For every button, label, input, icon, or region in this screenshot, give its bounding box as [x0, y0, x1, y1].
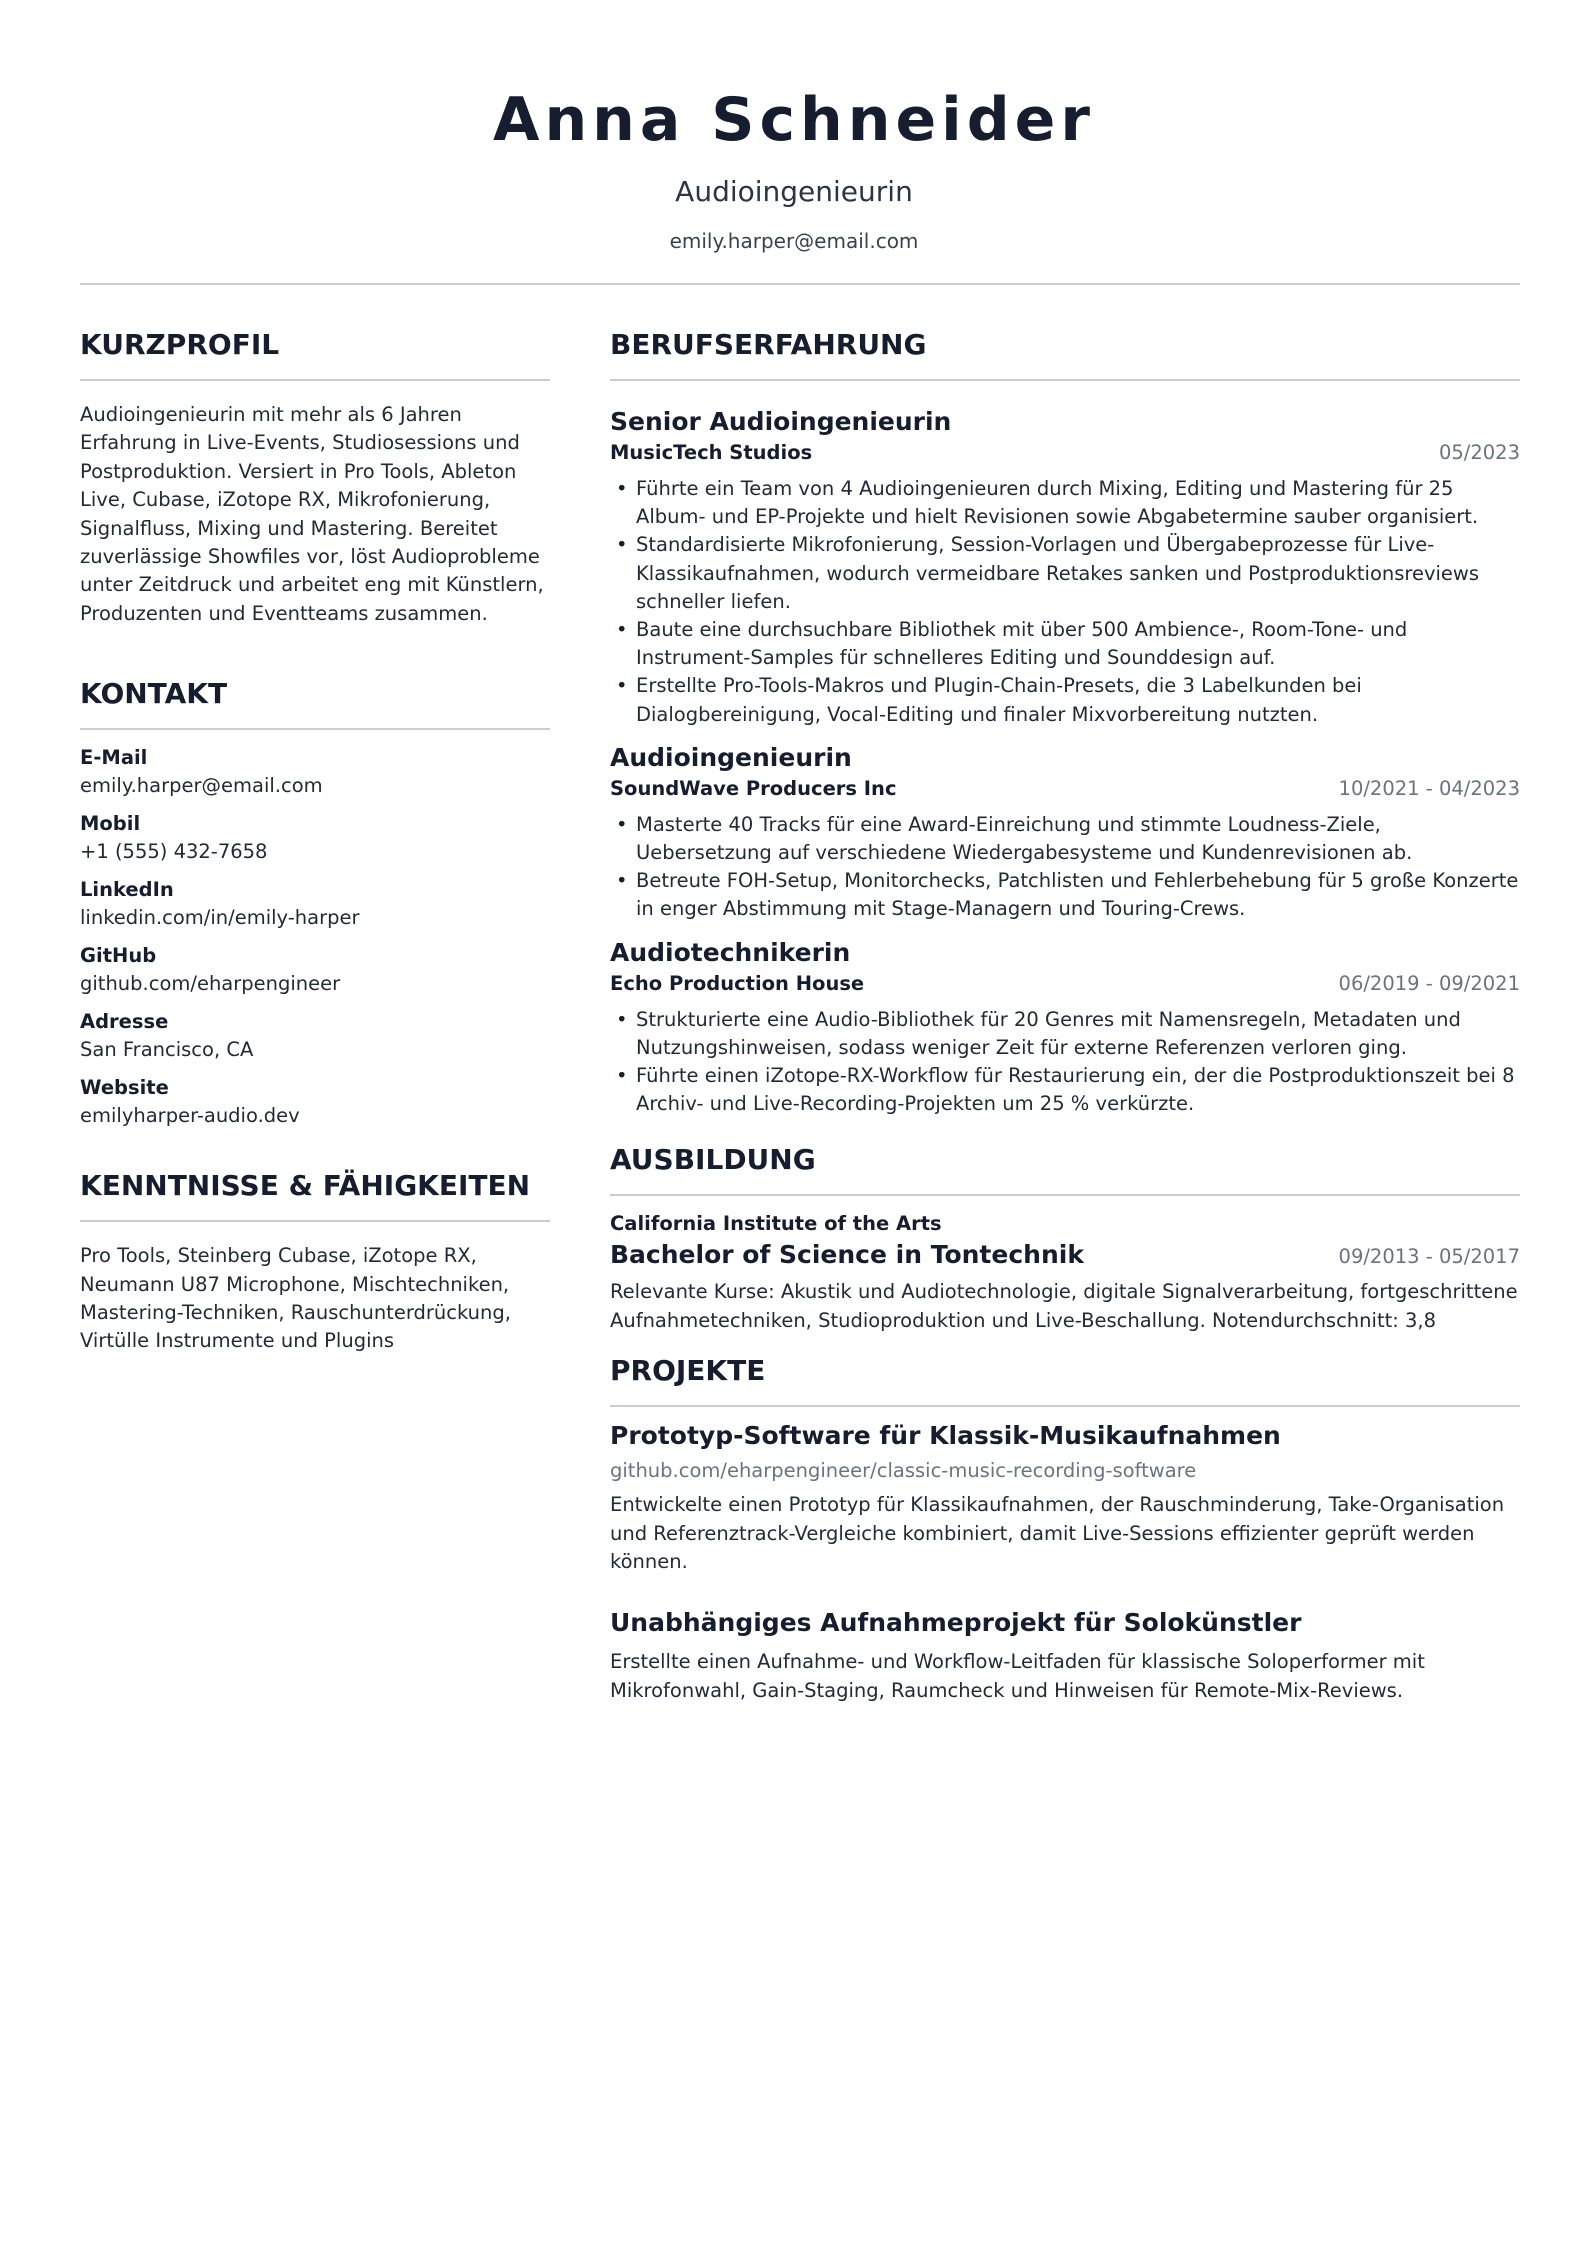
section-title-profile: KURZPROFIL: [80, 325, 550, 381]
job-date: 05/2023: [1438, 441, 1520, 464]
header-divider: [80, 283, 1520, 285]
job-bullets: [610, 811, 1520, 924]
education-details: Relevante Kurse: Akustik und Audiotechnologie, digitale Signalverarbeitung, fortgeschrittene Aufnahmetechniken, Studioproduktion und Live-Beschallung. Notendurchschnitt: 3,8: [610, 1280, 1518, 1332]
profile-section: [80, 325, 550, 628]
header-email[interactable]: emily.harper@email.com: [669, 229, 919, 253]
contact-github[interactable]: github.com/eharpengineer: [80, 972, 341, 996]
job-company: MusicTech Studios: [610, 441, 813, 464]
contact-label: Website: [80, 1076, 169, 1100]
project-link[interactable]: github.com/eharpengineer/classic-music-recording-software: [610, 1459, 1197, 1483]
section-title-experience: BERUFSERFAHRUNG: [610, 325, 1520, 381]
job-bullet: • Führte einen iZotope-RX-Workflow für Restaurierung ein, der die Postproduktionszeit bei 8 Archiv- und Live-Recording-Projekten um 25 % verkürzte.: [610, 1062, 1520, 1118]
projects-section: [610, 1351, 1520, 1705]
section-title-education: AUSBILDUNG: [610, 1140, 1520, 1196]
contact-label: Adresse: [80, 1010, 169, 1034]
left-column: [80, 325, 550, 1356]
job-date: 10/2021 - 04/2023: [1338, 776, 1520, 800]
job-title: Senior Audioingenieurin: [610, 407, 952, 436]
job-bullet: • Baute eine durchsuchbare Bibliothek mit über 500 Ambience-, Room-Tone- und Instrument-Samples für schnelleres Editing und Sounddesign auf.: [610, 616, 1520, 672]
job-entry: [610, 741, 1520, 924]
contact-item: [80, 1074, 550, 1130]
job-bullet: • Standardisierte Mikrofonierung, Session-Vorlagen und Übergabeprozesse für Live-Klassikaufnahmen, wodurch vermeidbare Retakes sanken und Postproduktionsreviews schneller liefen.: [610, 531, 1520, 616]
contact-item: [80, 942, 550, 998]
job-company: Echo Production House: [610, 971, 865, 995]
education-date: 09/2013 - 05/2017: [1338, 1245, 1520, 1269]
job-bullet: • Betreute FOH-Setup, Monitorchecks, Patchlisten und Fehlerbehebung für 5 große Konzerte in enger Abstimmung mit Stage-Managern und Touring-Crews.: [610, 867, 1520, 923]
resume-header: [0, 80, 1588, 256]
project-description: Entwickelte einen Prototyp für Klassikaufnahmen, der Rauschminderung, Take-Organisation und Referenztrack-Vergleiche kombiniert, damit Live-Sessions effizienter geprüft werden können.: [610, 1493, 1505, 1574]
contact-label: GitHub: [80, 944, 157, 968]
skills-section: [80, 1166, 550, 1356]
contact-label: E-Mail: [80, 746, 148, 770]
contact-label: Mobil: [80, 812, 141, 836]
job-bullet: • Erstellte Pro-Tools-Makros und Plugin-Chain-Presets, die 3 Labelkunden bei Dialogbereinigung, Vocal-Editing und finaler Mixvorbereitung nutzten.: [610, 672, 1520, 728]
education-section: [610, 1140, 1520, 1335]
experience-section: [610, 325, 1520, 1118]
job-bullet: • Strukturierte eine Audio-Bibliothek für 20 Genres mit Namensregeln, Metadaten und Nutzungshinweisen, sodass weniger Zeit für externe Referenzen verloren ging.: [610, 1006, 1520, 1062]
job-bullets: [610, 475, 1520, 729]
candidate-name: Anna Schneider: [493, 85, 1095, 155]
job-entry: [610, 936, 1520, 1119]
education-degree: Bachelor of Science in Tontechnik: [610, 1240, 1084, 1270]
contact-item: [80, 744, 550, 800]
job-bullets: [610, 1006, 1520, 1119]
section-title-projects: PROJEKTE: [610, 1351, 1520, 1407]
project-description: Erstellte einen Aufnahme- und Workflow-Leitfaden für klassische Soloperformer mit Mikrofonwahl, Gain-Staging, Raumcheck und Hinweisen für Remote-Mix-Reviews.: [610, 1650, 1425, 1702]
section-title-skills: KENNTNISSE & FÄHIGKEITEN: [80, 1166, 550, 1222]
project-entry: [610, 1419, 1520, 1576]
contact-website[interactable]: emilyharper-audio.dev: [80, 1104, 300, 1128]
job-company: SoundWave Producers Inc: [610, 776, 897, 800]
contact-item: [80, 810, 550, 866]
job-bullet: • Masterte 40 Tracks für eine Award-Einreichung und stimmte Loudness-Ziele, Uebersetzung auf verschiedene Wiedergabesysteme und Kundenrevisionen ab.: [610, 811, 1520, 867]
section-title-contact: KONTAKT: [80, 674, 550, 730]
contact-linkedin[interactable]: linkedin.com/in/emily-harper: [80, 906, 360, 930]
project-entry: [610, 1606, 1520, 1705]
contact-item: [80, 1008, 550, 1064]
contact-address: San Francisco, CA: [80, 1038, 254, 1062]
profile-text: Audioingenieurin mit mehr als 6 Jahren Erfahrung in Live-Events, Studiosessions und Postproduktion. Versiert in Pro Tools, Ableton Live, Cubase, iZotope RX, Mikrofonierung, Signalfluss, Mixing und Mastering. Bereitet zuverlässige Showfiles vor, löst Audioprobleme unter Zeitdruck und arbeitet eng mit Künstlern, Produzenten und Eventteams zusammen.: [80, 403, 544, 625]
contact-section: [80, 674, 550, 1130]
right-column: [610, 325, 1520, 1705]
project-title: Prototyp-Software für Klassik-Musikaufnahmen: [610, 1421, 1281, 1451]
contact-item: [80, 876, 550, 932]
contact-phone[interactable]: +1 (555) 432-7658: [80, 840, 268, 864]
job-title: Audiotechnikerin: [610, 937, 851, 967]
job-date: 06/2019 - 09/2021: [1338, 971, 1520, 995]
skills-text: Pro Tools, Steinberg Cubase, iZotope RX, Neumann U87 Microphone, Mischtechniken, Mastering-Techniken, Rauschunterdrückung, Virtülle Instrumente und Plugins: [80, 1244, 511, 1353]
contact-label: LinkedIn: [80, 878, 174, 902]
education-school: California Institute of the Arts: [610, 1212, 942, 1236]
project-title: Unabhängiges Aufnahmeprojekt für Solokünstler: [610, 1608, 1302, 1638]
candidate-role: Audioingenieurin: [675, 175, 913, 208]
job-title: Audioingenieurin: [610, 742, 852, 772]
job-entry: [610, 405, 1520, 729]
contact-email[interactable]: emily.harper@email.com: [80, 774, 323, 798]
job-bullet: • Führte ein Team von 4 Audioingenieuren durch Mixing, Editing und Mastering für 25 Album- und EP-Projekte und hielt Revisionen sowie Abgabetermine sauber organisiert.: [610, 475, 1520, 531]
